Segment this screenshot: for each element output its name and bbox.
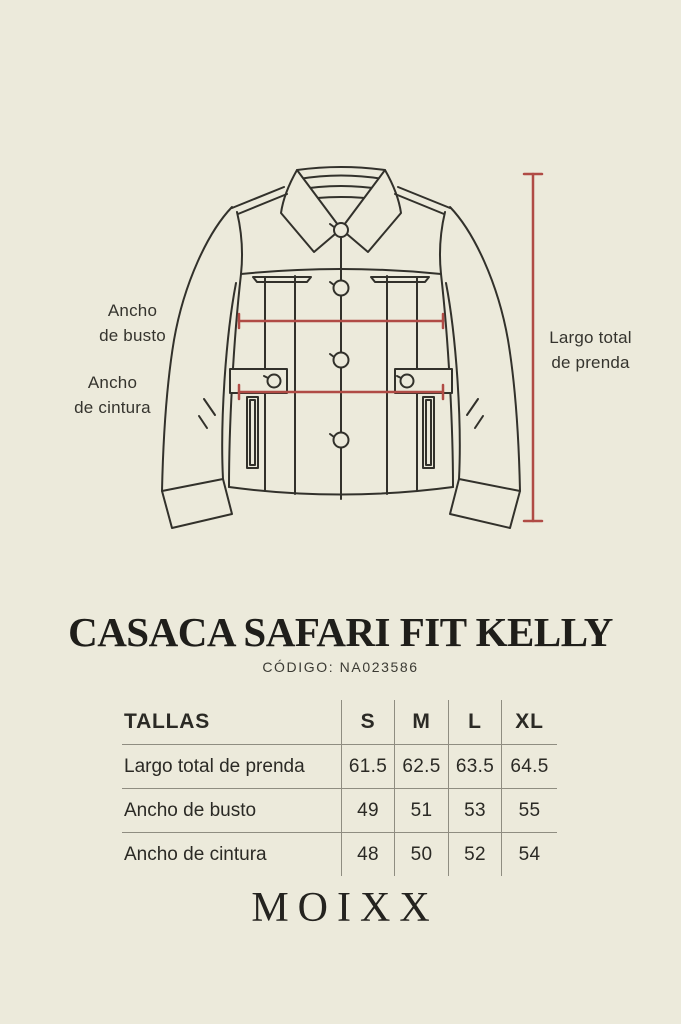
total-length-label-line1: Largo total bbox=[549, 328, 632, 347]
table-cell-busto-s: 49 bbox=[341, 789, 394, 833]
table-cell-busto-l: 53 bbox=[448, 789, 501, 833]
total-length-label-line2: de prenda bbox=[551, 353, 630, 372]
bust-width-label-line2: de busto bbox=[99, 326, 166, 345]
table-row-label-largo: Largo total de prenda bbox=[122, 745, 341, 789]
total-length-label bbox=[518, 325, 663, 375]
buttons bbox=[264, 223, 414, 448]
product-title: CASACA SAFARI FIT KELLY bbox=[68, 609, 613, 655]
table-row-label-busto: Ancho de busto bbox=[122, 789, 341, 833]
table-cell-cintura-l: 52 bbox=[448, 833, 501, 876]
table-row-label-cintura: Ancho de cintura bbox=[124, 843, 267, 865]
table-cell-largo-s: 61.5 bbox=[341, 745, 394, 789]
size-column-s: S bbox=[341, 700, 394, 745]
table-cell-busto-xl: 55 bbox=[501, 789, 557, 833]
table-cell-cintura-xl: 54 bbox=[501, 833, 557, 876]
table-cell-largo-l: 63.5 bbox=[448, 745, 501, 789]
size-table bbox=[122, 700, 557, 876]
table-cell-cintura-s: 48 bbox=[341, 833, 394, 876]
table-cell-cintura-m: 50 bbox=[394, 833, 448, 876]
shoulder-seams bbox=[232, 187, 450, 214]
waist-width-label-line1: Ancho bbox=[87, 373, 138, 392]
size-column-xl: XL bbox=[501, 700, 557, 745]
brand-logo: MOIXX bbox=[251, 885, 439, 931]
waist-width-label-line2: de cintura bbox=[74, 398, 151, 417]
bust-width-label bbox=[60, 298, 205, 348]
table-cell-largo-m: 62.5 bbox=[394, 745, 448, 789]
table-cell-busto-m: 51 bbox=[394, 789, 448, 833]
collar-top-edge bbox=[297, 167, 385, 170]
product-code: CÓDIGO: NA023586 bbox=[262, 659, 419, 675]
size-column-l: L bbox=[448, 700, 501, 745]
table-cell-largo-xl: 64.5 bbox=[501, 745, 557, 789]
size-column-m: M bbox=[394, 700, 448, 745]
bust-width-label-line1: Ancho bbox=[107, 301, 158, 320]
size-table-header-tallas: TALLAS bbox=[122, 700, 341, 745]
waist-width-label bbox=[40, 370, 185, 420]
